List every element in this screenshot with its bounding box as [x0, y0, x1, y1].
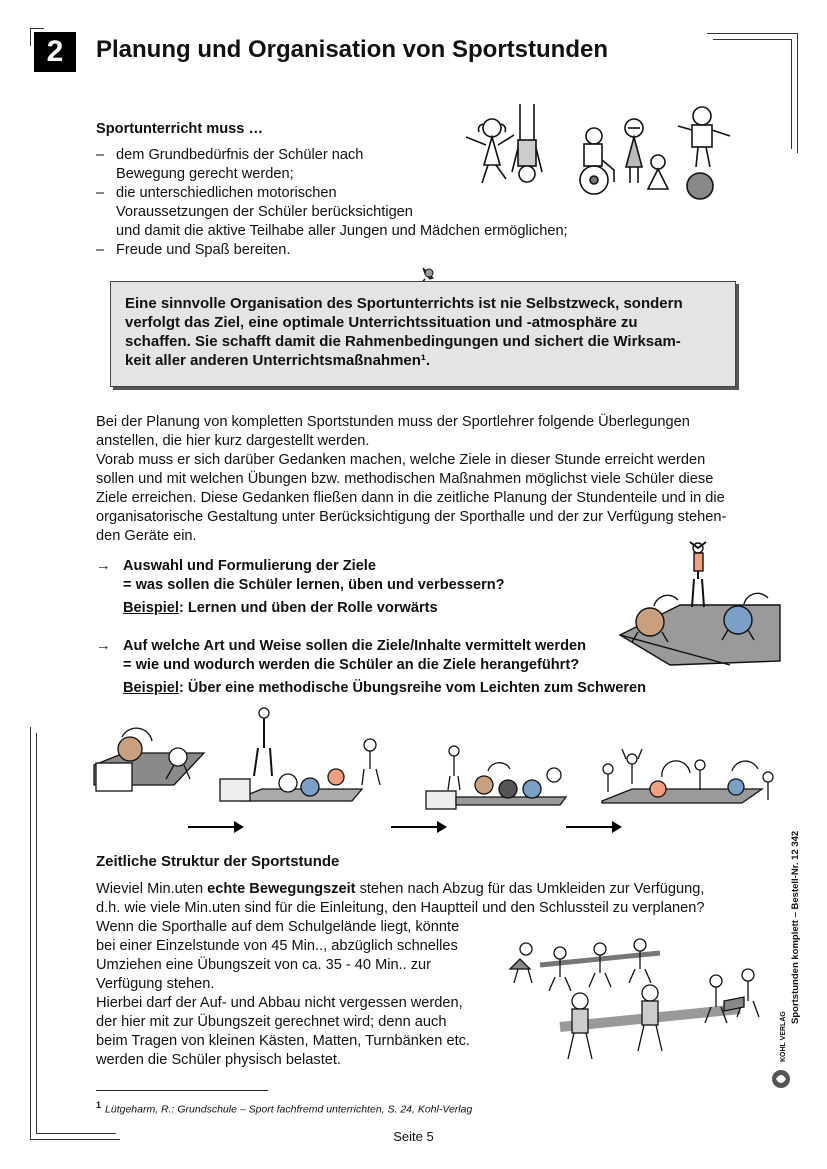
callout-box: [110, 281, 736, 387]
text-line: Bei der Planung von kompletten Sportstunden muss der Sportlehrer folgende Überlegungen: [96, 414, 690, 430]
frame-top-right-h2: [713, 39, 791, 40]
text-line: der hier mit zur Übungszeit gerechnet wird; denn auch: [96, 1014, 447, 1030]
text-line: den Geräte ein.: [96, 528, 197, 544]
right-arrow-icon: →: [96, 558, 111, 574]
text-line: [96, 880, 776, 899]
children-illustration: [462, 100, 742, 200]
callout-line: verfolgt das Ziel, eine optimale Unterrichtssituation und -atmosphäre zu: [125, 314, 638, 331]
right-arrow-icon: [566, 826, 620, 828]
publisher-emblem-icon: [770, 1068, 792, 1090]
right-arrow-icon: [188, 826, 242, 828]
callout-line: Eine sinnvolle Organisation des Sportunterrichts ist nie Selbstzweck, sondern: [125, 295, 683, 312]
example-label: Beispiel: [123, 600, 179, 616]
frame-bottom-left-v2: [36, 733, 37, 1133]
list-line: Bewegung gerecht werden;: [116, 166, 294, 182]
frame-right-v2: [791, 39, 792, 149]
frame-bottom-left-v: [30, 727, 31, 1139]
frame-right-v: [797, 33, 798, 153]
exercise-sequence-illustration: [92, 705, 782, 817]
example-text: : Lernen und üben der Rolle vorwärts: [178, 600, 438, 616]
chapter-number-badge: 2: [34, 32, 76, 72]
planning-paragraph: [96, 413, 761, 546]
step-line: Auf welche Art und Weise sollen die Ziele/Inhalte vermittelt werden: [123, 638, 587, 654]
list-line: Freude und Spaß bereiten.: [116, 242, 291, 258]
text-line: d.h. wie viele Min.uten sind für die Einleitung, den Hauptteil und den Schlussteil zu verplanen?: [96, 900, 705, 916]
callout-line: keit aller anderen Unterrichtsmaßnahmen¹.: [125, 352, 431, 369]
time-intro: [96, 880, 776, 918]
text-line: Umziehen eine Übungszeit von ca. 35 - 40 Min.. zur: [96, 957, 432, 973]
frame-top-left-h: [30, 28, 44, 29]
list-item: [96, 241, 656, 260]
page-number: Seite 5: [393, 1129, 434, 1144]
emphasis-text: echte Bewegungszeit: [207, 881, 356, 897]
step-line: = was sollen die Schüler lernen, üben und verbessern?: [123, 577, 505, 593]
footnote-rule: [96, 1090, 268, 1091]
step-line: = wie und wodurch werden die Schüler an die Ziele herangeführt?: [123, 657, 580, 673]
text-line: Vorab muss er sich darüber Gedanken machen, welche Ziele in dieser Stunde erreicht werden: [96, 452, 706, 468]
carrying-equipment-illustration: [500, 935, 770, 1080]
step-example: [96, 679, 756, 698]
step-line: Auswahl und Formulierung der Ziele: [123, 558, 376, 574]
list-line: die unterschiedlichen motorischen: [116, 185, 337, 201]
list-line: Voraussetzungen der Schüler berücksichtigen: [116, 204, 413, 220]
footnote-text: Lütgeharm, R.: Grundschule – Sport fachfremd unterrichten, S. 24, Kohl-Verlag: [105, 1103, 473, 1116]
dash-bullet: –: [96, 185, 105, 201]
text-line: bei einer Einzelstunde von 45 Min.., abzüglich schnelles: [96, 938, 458, 954]
text-line: Verfügung stehen.: [96, 976, 215, 992]
text-span: Wieviel Min.uten: [96, 881, 208, 897]
text-line: Ziele erreichen. Diese Gedanken fließen dann in die zeitliche Planung der Stundenteile und in die: [96, 490, 725, 506]
side-label: Sportstunden komplett – Bestell-Nr. 12 342: [790, 830, 801, 1024]
list-line: dem Grundbedürfnis der Schüler nach: [116, 147, 364, 163]
list-line: und damit die aktive Teilhabe aller Jungen und Mädchen ermöglichen;: [116, 223, 568, 239]
time-paragraph: [96, 918, 516, 1070]
dash-bullet: –: [96, 147, 105, 163]
callout-line: schaffen. Sie schafft damit die Rahmenbedingungen und sichert die Wirksam-: [125, 333, 681, 350]
section-heading: Zeitliche Struktur der Sportstunde: [96, 853, 340, 870]
text-line: anstellen, die hier kurz dargestellt werden.: [96, 433, 370, 449]
right-arrow-icon: [391, 826, 445, 828]
footnote-marker: 1: [96, 1100, 102, 1110]
text-line: organisatorische Gestaltung unter Berücksichtigung der Sporthalle und der zur Verfügung stehen-: [96, 509, 727, 525]
example-text: : Über eine methodische Übungsreihe vom Leichten zum Schweren: [178, 680, 647, 696]
forward-roll-illustration: [618, 540, 783, 665]
text-line: Hierbei darf der Auf- und Abbau nicht vergessen werden,: [96, 995, 463, 1011]
text-line: werden die Schüler physisch belastet.: [96, 1052, 341, 1068]
text-line: sollen und mit welchen Übungen bzw. methodischen Maßnahmen möglichst viele Schüler diese: [96, 471, 714, 487]
footnote: [96, 1100, 472, 1116]
frame-left-v: [30, 28, 31, 46]
text-line: beim Tragen von kleinen Kästen, Matten, Turnbänken etc.: [96, 1033, 470, 1049]
frame-top-right-h: [707, 33, 797, 34]
dash-bullet: –: [96, 242, 105, 258]
intro-heading: Sportunterricht muss …: [96, 121, 264, 137]
publisher-logo: KOHL VERLAG: [780, 1011, 787, 1062]
right-arrow-icon: →: [96, 638, 111, 654]
example-label: Beispiel: [123, 680, 179, 696]
text-line: Wenn die Sporthalle auf dem Schulgelände liegt, könnte: [96, 919, 460, 935]
page-title: Planung und Organisation von Sportstunden: [96, 36, 608, 63]
text-span: stehen nach Abzug für das Umkleiden zur Verfügung,: [355, 881, 705, 897]
